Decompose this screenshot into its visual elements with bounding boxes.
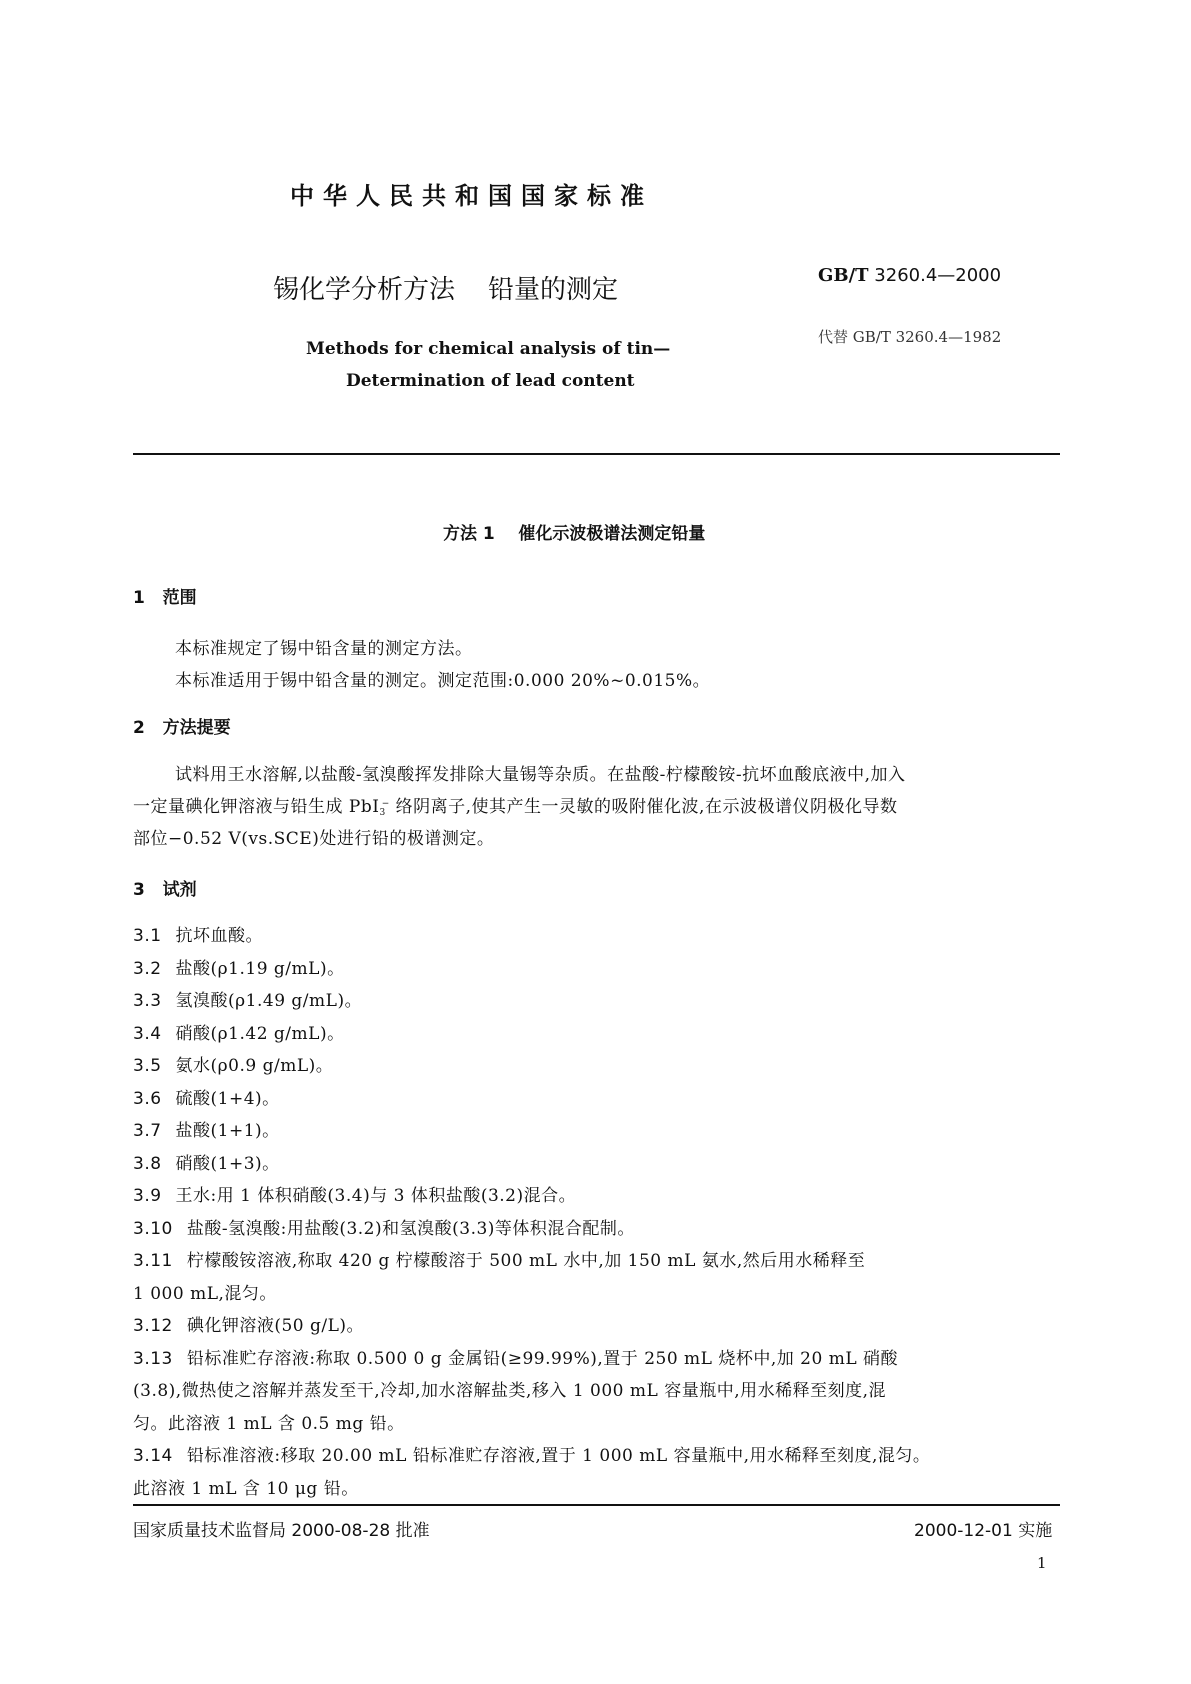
reagent-text: 硫酸(1+4)。: [175, 1088, 280, 1109]
document-title-en-1: Methods for chemical analysis of tin—: [306, 339, 671, 359]
reagent-text: 抗坏血酸。: [175, 926, 264, 946]
reagent-number: 3.13: [133, 1348, 173, 1369]
reagent-item: [133, 1023, 345, 1044]
reagent-item: [133, 1348, 899, 1369]
reagent-number: 3.11: [133, 1251, 173, 1271]
reagent-item: [133, 993, 362, 1010]
reagent-item: [133, 1253, 865, 1270]
reagent-item: [133, 1058, 333, 1075]
section-2-line: [133, 799, 897, 818]
standard-prefix: GB/T: [818, 265, 869, 286]
reagent-item: [133, 1218, 635, 1239]
method-heading: 方法 1 催化示波极谱法测定铅量: [443, 524, 706, 544]
reagent-text: 盐酸(ρ1.19 g/mL)。: [175, 958, 345, 979]
reagent-text: 硝酸(ρ1.42 g/mL)。: [175, 1023, 345, 1044]
reagent-number: 3.10: [133, 1218, 173, 1239]
reagent-item: [133, 1318, 364, 1335]
reagent-text: 铅标准溶液:移取 20.00 mL 铅标准贮存溶液,置于 1 000 mL 容量瓶中,用水稀释至刻度,混匀。: [186, 1446, 931, 1466]
section-1-title: 1 范围: [133, 588, 197, 608]
section-2-title: 2 方法提要: [133, 718, 231, 738]
section-1-paragraph: 本标准适用于锡中铅含量的测定。测定范围:0.000 20%~0.015%。: [175, 671, 711, 691]
reagent-number: 3.1: [133, 926, 162, 946]
reagent-number: 3.8: [133, 1153, 162, 1174]
reagent-number: 3.14: [133, 1446, 173, 1466]
text: 一定量碘化钾溶液与铅生成 PbI: [133, 797, 380, 817]
reagent-text: 盐酸(1+1)。: [175, 1121, 280, 1141]
reagent-item: [133, 1123, 280, 1140]
national-standard-heading: 中华人民共和国国家标准: [290, 182, 653, 210]
section-3-title: 3 试剂: [133, 880, 197, 900]
reagent-item-continuation: (3.8),微热使之溶解并蒸发至干,冷却,加水溶解盐类,移入 1 000 mL 容量瓶中,用水稀释至刻度,混: [133, 1381, 887, 1401]
reagent-number: 3.2: [133, 958, 162, 979]
reagent-text: 盐酸-氢溴酸:用盐酸(3.2)和氢溴酸(3.3)等体积混合配制。: [186, 1218, 635, 1239]
page-number: 1: [1037, 1554, 1047, 1572]
reagent-item: [133, 928, 263, 945]
reagent-text: 王水:用 1 体积硝酸(3.4)与 3 体积盐酸(3.2)混合。: [175, 1186, 577, 1206]
reagent-item: [133, 1448, 930, 1465]
reagent-item-continuation: 1 000 mL,混匀。: [133, 1283, 277, 1304]
reagent-number: 3.5: [133, 1056, 162, 1076]
reagent-text: 铅标准贮存溶液:称取 0.500 0 g 金属铅(≥99.99%),置于 250 mL 烧杯中,加 20 mL 硝酸: [186, 1348, 899, 1369]
replaces-standard: 代替 GB/T 3260.4—1982: [818, 328, 1002, 346]
effective-date: 2000-12-01 实施: [914, 1521, 1053, 1541]
reagent-number: 3.3: [133, 991, 162, 1011]
text: 络阴离子,使其产生一灵敏的吸附催化波,在示波极谱仪阴极化导数: [389, 797, 898, 817]
reagent-item: [133, 1188, 576, 1205]
standard-number: [818, 267, 1001, 285]
reagent-text: 氨水(ρ0.9 g/mL)。: [175, 1056, 334, 1076]
reagent-item: [133, 958, 345, 979]
reagent-number: 3.4: [133, 1023, 162, 1044]
section-2-line: 部位−0.52 V(vs.SCE)处进行铅的极谱测定。: [133, 829, 495, 849]
reagent-number: 3.12: [133, 1316, 173, 1336]
reagent-text: 氢溴酸(ρ1.49 g/mL)。: [175, 991, 363, 1011]
reagent-item-continuation: 此溶液 1 mL 含 10 μg 铅。: [133, 1478, 359, 1499]
document-title-en-2: Determination of lead content: [346, 371, 635, 391]
standard-code: 3260.4—2000: [874, 265, 1002, 286]
reagent-item: [133, 1153, 280, 1174]
reagent-text: 硝酸(1+3)。: [175, 1153, 280, 1174]
reagent-text: 柠檬酸铵溶液,称取 420 g 柠檬酸溶于 500 mL 水中,加 150 mL 氨水,然后用水稀释至: [186, 1251, 866, 1271]
reagent-number: 3.6: [133, 1088, 162, 1109]
footer-divider: [133, 1504, 1060, 1506]
header-divider: [133, 453, 1060, 455]
section-1-paragraph: 本标准规定了锡中铅含量的测定方法。: [175, 639, 473, 659]
reagent-number: 3.7: [133, 1121, 162, 1141]
reagent-item: [133, 1088, 280, 1109]
reagent-text: 碘化钾溶液(50 g/L)。: [186, 1316, 365, 1336]
approval-text: 国家质量技术监督局 2000-08-28 批准: [133, 1521, 430, 1541]
subscript: 3: [379, 808, 386, 818]
reagent-number: 3.9: [133, 1186, 162, 1206]
superscript: −: [381, 799, 390, 809]
document-title-cn: 锡化学分析方法 铅量的测定: [273, 275, 619, 305]
section-2-line: 试料用王水溶解,以盐酸-氢溴酸挥发排除大量锡等杂质。在盐酸-柠檬酸铵-抗坏血酸底液中,加入: [175, 765, 906, 785]
reagent-item-continuation: 匀。此溶液 1 mL 含 0.5 mg 铅。: [133, 1413, 405, 1434]
